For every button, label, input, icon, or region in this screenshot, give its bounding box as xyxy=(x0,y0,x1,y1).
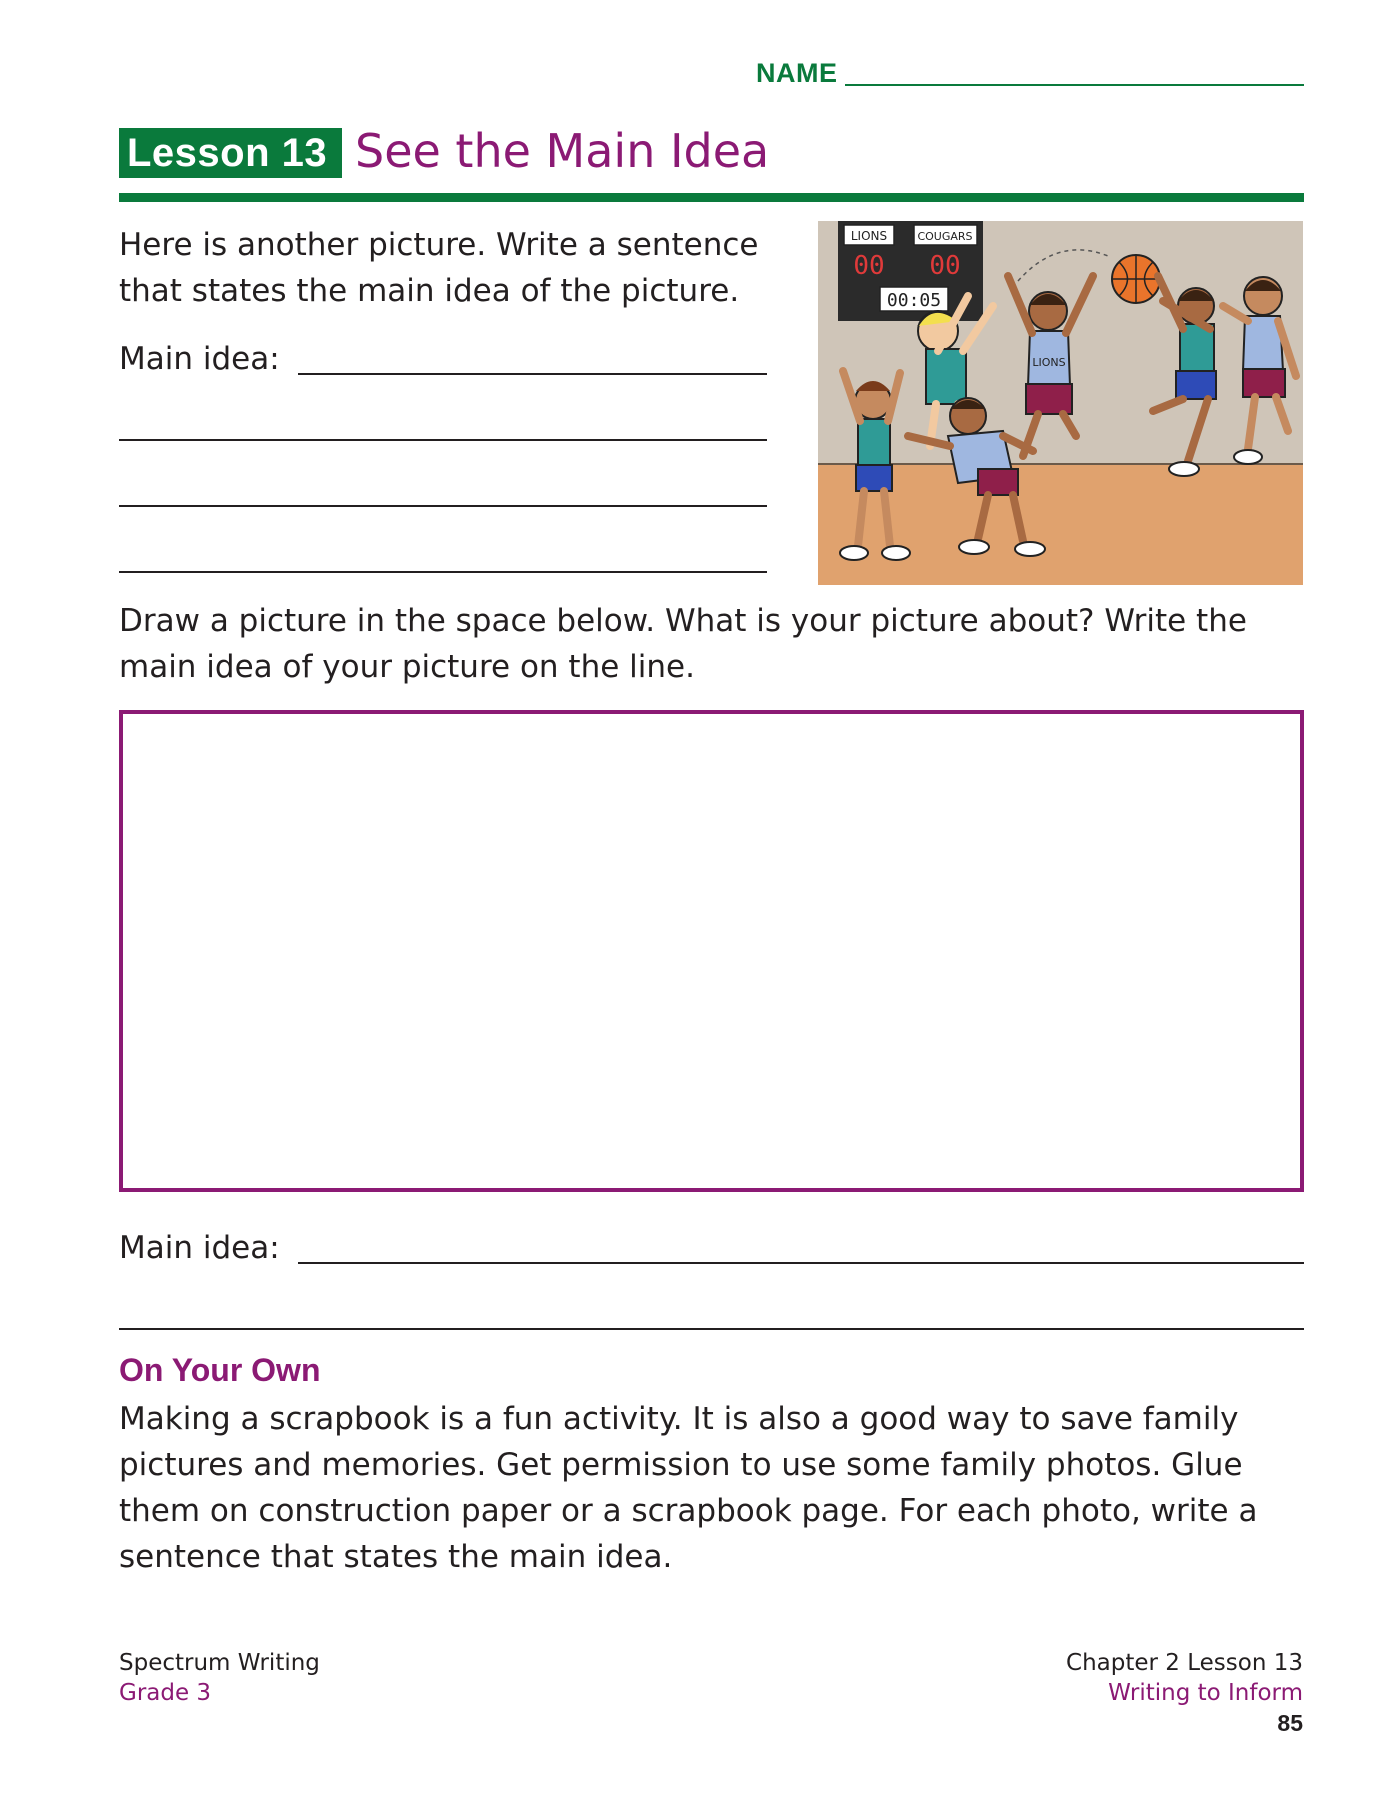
drawing-area[interactable] xyxy=(119,710,1304,1192)
main-idea-line-6[interactable] xyxy=(119,1328,1304,1330)
main-idea-label-2: Main idea: xyxy=(119,1230,280,1266)
header-divider xyxy=(119,193,1304,202)
section2-instructions: Draw a picture in the space below. What is your picture about? Write the main idea of your picture on the line. xyxy=(119,603,1247,685)
scoreboard-score2: 00 xyxy=(929,251,961,281)
main-idea-line-1[interactable] xyxy=(298,373,767,375)
name-write-line[interactable] xyxy=(845,84,1304,86)
main-idea-line-3[interactable] xyxy=(119,505,767,507)
footer-right xyxy=(1066,1648,1303,1708)
scoreboard-score1: 00 xyxy=(853,251,885,281)
footer-unit: Writing to Inform xyxy=(1108,1680,1303,1706)
footer-grade: Grade 3 xyxy=(119,1680,212,1706)
lesson-badge: Lesson 13 xyxy=(119,128,342,178)
scoreboard-team1: LIONS xyxy=(850,229,888,243)
on-your-own-text: Making a scrapbook is a fun activity. It is also a good way to save family pictures and memories. Get permission to use some family photos. Glue them on construction paper or a scrapbook page. For each photo, write a sentence that states the main idea. xyxy=(119,1401,1258,1575)
footer-chapter: Chapter 2 Lesson 13 xyxy=(1066,1650,1303,1676)
name-field[interactable] xyxy=(756,56,1304,92)
lesson-header xyxy=(119,124,1304,178)
footer-book-title: Spectrum Writing xyxy=(119,1650,320,1676)
main-idea-label-1: Main idea: xyxy=(119,341,280,377)
jersey-text: LIONS xyxy=(1032,356,1066,369)
lesson-title: See the Main Idea xyxy=(355,124,770,178)
section1-instructions: Here is another picture. Write a sentence that states the main idea of the picture. xyxy=(119,227,759,309)
scoreboard-clock: 00:05 xyxy=(886,290,942,311)
page-number: 85 xyxy=(1277,1710,1303,1736)
scoreboard-team2: COUGARS xyxy=(917,230,973,243)
name-label: NAME xyxy=(756,58,838,88)
main-idea-line-5[interactable] xyxy=(298,1262,1304,1264)
basketball-illustration xyxy=(818,221,1303,585)
main-idea-line-2[interactable] xyxy=(119,439,767,441)
footer-left xyxy=(119,1648,320,1708)
main-idea-line-4[interactable] xyxy=(119,571,767,573)
on-your-own-heading: On Your Own xyxy=(119,1352,321,1388)
